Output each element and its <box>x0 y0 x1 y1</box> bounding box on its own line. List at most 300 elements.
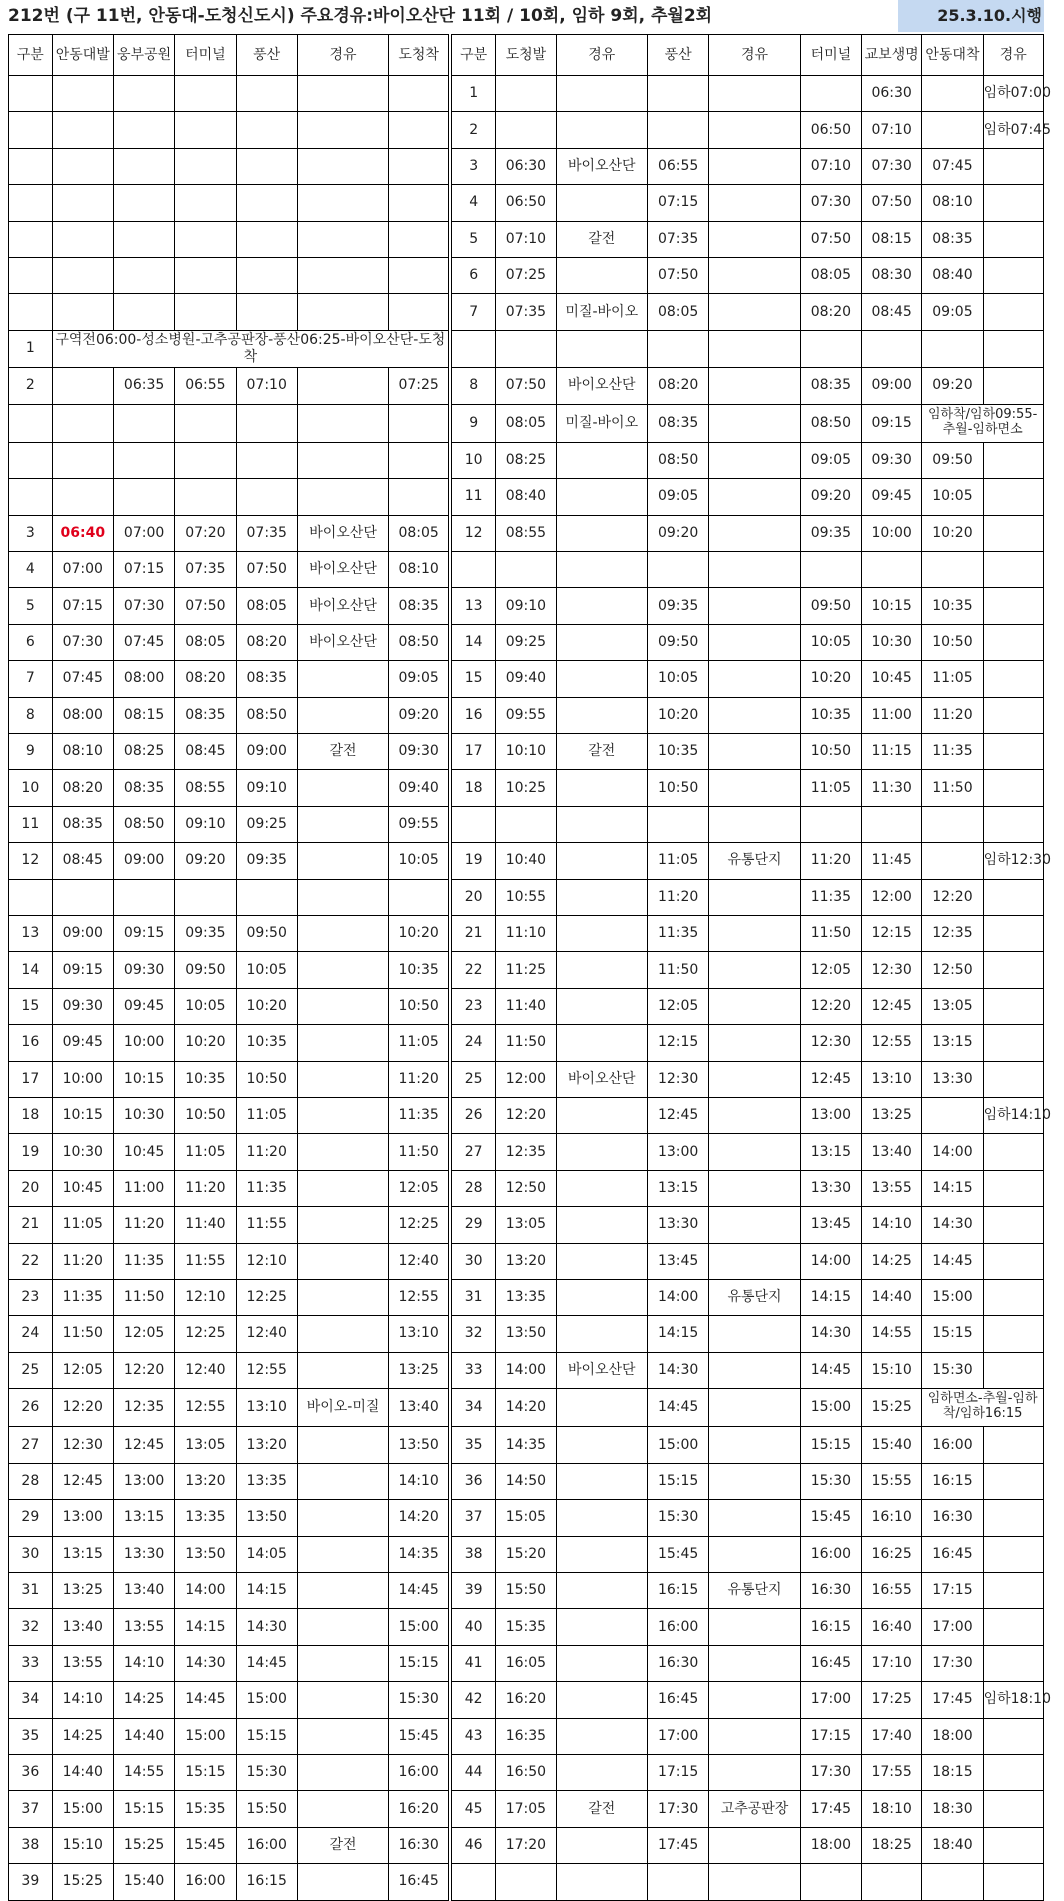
left-andong-univ-dep-cell <box>52 257 113 293</box>
right-via2-cell <box>709 221 800 257</box>
right-andong-univ-arr-cell: 17:30 <box>922 1645 983 1681</box>
left-ungbu-park-cell: 12:35 <box>113 1389 174 1427</box>
left-trip-no-cell <box>9 112 53 148</box>
left-ungbu-park-cell <box>113 442 174 478</box>
left-via-cell <box>297 1573 388 1609</box>
right-andong-univ-arr-cell: 11:50 <box>922 770 983 806</box>
left-pungsan-cell: 15:50 <box>236 1791 297 1827</box>
right-trip-no-cell: 39 <box>450 1573 496 1609</box>
right-via2-cell <box>709 330 800 367</box>
left-dochung-arr-cell: 10:20 <box>389 915 450 951</box>
left-terminal-cell: 13:35 <box>175 1500 236 1536</box>
left-via-cell <box>297 1427 388 1463</box>
left-trip-no-cell: 32 <box>9 1609 53 1645</box>
table-row <box>9 257 1044 293</box>
left-pungsan-cell: 10:20 <box>236 988 297 1024</box>
left-via-cell <box>297 1791 388 1827</box>
left-terminal-cell <box>175 221 236 257</box>
left-dochung-arr-cell: 09:55 <box>389 806 450 842</box>
right-pungsan-cell: 10:35 <box>647 734 708 770</box>
left-andong-univ-dep-cell: 15:10 <box>52 1827 113 1863</box>
table-row <box>9 588 1044 624</box>
right-via3-cell <box>983 1025 1043 1061</box>
left-trip-no-cell: 35 <box>9 1718 53 1754</box>
left-terminal-cell <box>175 257 236 293</box>
right-pungsan-cell: 12:05 <box>647 988 708 1024</box>
left-andong-univ-dep-cell: 06:40 <box>52 515 113 551</box>
left-via-cell: 바이오산단 <box>297 515 388 551</box>
right-kyobo-cell: 13:10 <box>862 1061 922 1097</box>
right-via2-cell <box>709 76 800 112</box>
right-kyobo-cell: 15:10 <box>862 1352 922 1388</box>
right-dochung-dep-cell: 10:40 <box>496 843 556 879</box>
left-ungbu-park-cell: 13:55 <box>113 1609 174 1645</box>
right-terminal-cell: 16:00 <box>800 1536 861 1572</box>
left-dochung-arr-cell: 14:20 <box>389 1500 450 1536</box>
right-pungsan-cell <box>647 1864 708 1900</box>
right-via2-cell <box>709 1389 800 1427</box>
right-via3-cell <box>983 515 1043 551</box>
left-terminal-cell <box>175 404 236 442</box>
left-andong-univ-dep-cell: 12:45 <box>52 1463 113 1499</box>
left-ungbu-park-cell: 11:35 <box>113 1243 174 1279</box>
left-trip-no-cell <box>9 76 53 112</box>
left-via-cell <box>297 1316 388 1352</box>
right-via3-cell <box>983 1536 1043 1572</box>
left-pungsan-cell <box>236 221 297 257</box>
table-row <box>9 1463 1044 1499</box>
right-via3-cell: 임하14:10 <box>983 1097 1043 1133</box>
right-via3-cell <box>983 1573 1043 1609</box>
right-via-cell <box>556 515 647 551</box>
right-via-cell: 바이오산단 <box>556 368 647 404</box>
right-via3-cell: 임하12:30 <box>983 843 1043 879</box>
right-via3-cell <box>983 734 1043 770</box>
left-pungsan-cell: 12:10 <box>236 1243 297 1279</box>
right-pungsan-cell: 10:50 <box>647 770 708 806</box>
right-via2-cell <box>709 661 800 697</box>
right-via2-cell <box>709 112 800 148</box>
right-via2-cell <box>709 185 800 221</box>
right-dochung-dep-cell: 10:55 <box>496 879 556 915</box>
right-via3-cell <box>983 915 1043 951</box>
left-andong-univ-dep-cell: 12:05 <box>52 1352 113 1388</box>
left-ungbu-park-cell: 10:00 <box>113 1025 174 1061</box>
left-dochung-arr-cell: 11:50 <box>389 1134 450 1170</box>
left-via-cell <box>297 479 388 515</box>
right-andong-univ-arr-cell <box>922 552 983 588</box>
right-terminal-cell: 11:35 <box>800 879 861 915</box>
left-via-cell <box>297 1609 388 1645</box>
left-dochung-arr-cell: 16:30 <box>389 1827 450 1863</box>
left-trip-no-cell: 17 <box>9 1061 53 1097</box>
left-dochung-arr-cell <box>389 257 450 293</box>
left-dochung-arr-cell: 10:50 <box>389 988 450 1024</box>
left-terminal-cell: 12:55 <box>175 1389 236 1427</box>
right-via2-cell <box>709 442 800 478</box>
right-trip-no-cell: 1 <box>450 76 496 112</box>
left-terminal-cell: 13:20 <box>175 1463 236 1499</box>
right-trip-no-cell: 14 <box>450 624 496 660</box>
right-via-cell <box>556 1025 647 1061</box>
right-via-cell <box>556 1754 647 1790</box>
left-via-cell <box>297 988 388 1024</box>
right-andong-univ-arr-cell: 18:40 <box>922 1827 983 1863</box>
right-andong-univ-arr-cell: 16:15 <box>922 1463 983 1499</box>
right-via3-cell <box>983 879 1043 915</box>
table-row <box>9 697 1044 733</box>
right-via2-cell <box>709 1718 800 1754</box>
right-via2-cell <box>709 368 800 404</box>
right-trip-no-cell: 13 <box>450 588 496 624</box>
right-via3-cell <box>983 1827 1043 1863</box>
left-terminal-cell: 08:05 <box>175 624 236 660</box>
right-pungsan-cell: 11:20 <box>647 879 708 915</box>
left-dochung-arr-cell <box>389 479 450 515</box>
right-andong-univ-arr-cell: 07:45 <box>922 148 983 184</box>
left-andong-univ-dep-cell <box>52 404 113 442</box>
right-via2-cell <box>709 1352 800 1388</box>
left-terminal-cell: 07:50 <box>175 588 236 624</box>
left-andong-univ-dep-cell: 08:35 <box>52 806 113 842</box>
right-kyobo-cell: 13:25 <box>862 1097 922 1133</box>
left-terminal-cell: 13:50 <box>175 1536 236 1572</box>
left-trip-no-cell: 31 <box>9 1573 53 1609</box>
left-via-cell <box>297 76 388 112</box>
right-trip-no-cell: 8 <box>450 368 496 404</box>
left-pungsan-cell <box>236 112 297 148</box>
right-dochung-dep-cell: 14:00 <box>496 1352 556 1388</box>
left-via-cell <box>297 1864 388 1900</box>
left-pungsan-cell: 12:40 <box>236 1316 297 1352</box>
left-ungbu-park-cell: 12:20 <box>113 1352 174 1388</box>
left-via-cell <box>297 1207 388 1243</box>
right-via3-cell <box>983 697 1043 733</box>
right-via2-cell <box>709 1463 800 1499</box>
right-terminal-cell: 09:50 <box>800 588 861 624</box>
right-dochung-dep-cell: 06:50 <box>496 185 556 221</box>
right-trip-no-cell: 45 <box>450 1791 496 1827</box>
header-right-terminal: 터미널 <box>800 35 861 76</box>
left-trip-no-cell: 25 <box>9 1352 53 1388</box>
left-ungbu-park-cell: 15:15 <box>113 1791 174 1827</box>
right-dochung-dep-cell: 17:05 <box>496 1791 556 1827</box>
header-left-trip-no: 구분 <box>9 35 53 76</box>
left-via-cell <box>297 952 388 988</box>
right-terminal-cell: 17:15 <box>800 1718 861 1754</box>
right-dochung-dep-cell <box>496 76 556 112</box>
right-via-cell <box>556 879 647 915</box>
left-ungbu-park-cell: 08:15 <box>113 697 174 733</box>
left-terminal-cell: 11:05 <box>175 1134 236 1170</box>
right-dochung-dep-cell: 14:20 <box>496 1389 556 1427</box>
right-via2-cell <box>709 1207 800 1243</box>
right-terminal-cell: 12:30 <box>800 1025 861 1061</box>
left-terminal-cell: 14:30 <box>175 1645 236 1681</box>
left-dochung-arr-cell <box>389 221 450 257</box>
table-row <box>9 806 1044 842</box>
left-trip-no-cell <box>9 148 53 184</box>
left-dochung-arr-cell <box>389 76 450 112</box>
right-via-cell <box>556 112 647 148</box>
left-andong-univ-dep-cell: 10:00 <box>52 1061 113 1097</box>
left-terminal-cell <box>175 442 236 478</box>
left-via-cell <box>297 1352 388 1388</box>
table-row <box>9 770 1044 806</box>
right-terminal-cell: 07:30 <box>800 185 861 221</box>
table-row <box>9 221 1044 257</box>
table-row <box>9 148 1044 184</box>
table-row <box>9 185 1044 221</box>
right-kyobo-cell: 17:55 <box>862 1754 922 1790</box>
right-terminal-cell <box>800 806 861 842</box>
right-trip-no-cell: 7 <box>450 294 496 330</box>
left-ungbu-park-cell: 09:30 <box>113 952 174 988</box>
left-pungsan-cell: 07:10 <box>236 368 297 404</box>
right-via2-cell <box>709 952 800 988</box>
left-dochung-arr-cell: 15:00 <box>389 1609 450 1645</box>
right-dochung-dep-cell: 17:20 <box>496 1827 556 1863</box>
left-terminal-cell: 15:35 <box>175 1791 236 1827</box>
table-row <box>9 1573 1044 1609</box>
right-via2-cell <box>709 148 800 184</box>
right-terminal-cell: 17:00 <box>800 1682 861 1718</box>
right-via2-cell <box>709 479 800 515</box>
right-via3-cell <box>983 1500 1043 1536</box>
right-pungsan-cell <box>647 806 708 842</box>
right-trip-no-cell: 34 <box>450 1389 496 1427</box>
left-andong-univ-dep-cell <box>52 879 113 915</box>
left-via-cell <box>297 1061 388 1097</box>
right-kyobo-cell: 14:10 <box>862 1207 922 1243</box>
left-dochung-arr-cell: 08:50 <box>389 624 450 660</box>
right-via-cell: 미질-바이오 <box>556 404 647 442</box>
right-andong-univ-arr-cell: 09:05 <box>922 294 983 330</box>
right-trip-no-cell: 12 <box>450 515 496 551</box>
left-pungsan-cell: 08:20 <box>236 624 297 660</box>
right-via2-cell <box>709 515 800 551</box>
right-kyobo-cell <box>862 1864 922 1900</box>
left-via-cell <box>297 843 388 879</box>
left-andong-univ-dep-cell: 09:30 <box>52 988 113 1024</box>
left-ungbu-park-cell: 14:10 <box>113 1645 174 1681</box>
right-terminal-cell <box>800 330 861 367</box>
right-andong-univ-arr-cell: 10:50 <box>922 624 983 660</box>
left-ungbu-park-cell: 13:00 <box>113 1463 174 1499</box>
right-andong-univ-arr-cell <box>922 806 983 842</box>
right-via-cell <box>556 76 647 112</box>
left-dochung-arr-cell <box>389 112 450 148</box>
right-andong-univ-arr-cell: 15:00 <box>922 1279 983 1315</box>
right-via-cell <box>556 442 647 478</box>
header-left-ungbu-park: 웅부공원 <box>113 35 174 76</box>
left-ungbu-park-cell <box>113 479 174 515</box>
left-terminal-cell <box>175 148 236 184</box>
left-terminal-cell: 08:55 <box>175 770 236 806</box>
left-dochung-arr-cell: 13:40 <box>389 1389 450 1427</box>
left-pungsan-cell: 16:15 <box>236 1864 297 1900</box>
right-via3-cell <box>983 661 1043 697</box>
left-trip-no-cell: 6 <box>9 624 53 660</box>
right-via3-cell <box>983 624 1043 660</box>
right-andong-univ-arr-cell: 13:05 <box>922 988 983 1024</box>
right-dochung-dep-cell: 09:10 <box>496 588 556 624</box>
left-via-cell <box>297 1754 388 1790</box>
left-andong-univ-dep-cell: 11:05 <box>52 1207 113 1243</box>
left-ungbu-park-cell <box>113 294 174 330</box>
right-via3-cell <box>983 1316 1043 1352</box>
left-trip-no-cell: 10 <box>9 770 53 806</box>
right-dochung-dep-cell: 07:50 <box>496 368 556 404</box>
left-andong-univ-dep-cell: 10:15 <box>52 1097 113 1133</box>
left-terminal-cell: 12:10 <box>175 1279 236 1315</box>
left-pungsan-cell <box>236 257 297 293</box>
right-kyobo-cell: 18:25 <box>862 1827 922 1863</box>
right-dochung-dep-cell: 14:35 <box>496 1427 556 1463</box>
right-pungsan-cell: 09:20 <box>647 515 708 551</box>
left-andong-univ-dep-cell: 10:45 <box>52 1170 113 1206</box>
left-ungbu-park-cell: 11:50 <box>113 1279 174 1315</box>
left-terminal-cell: 08:45 <box>175 734 236 770</box>
left-ungbu-park-cell: 06:35 <box>113 368 174 404</box>
left-dochung-arr-cell: 08:10 <box>389 552 450 588</box>
left-andong-univ-dep-cell: 13:00 <box>52 1500 113 1536</box>
table-row <box>9 294 1044 330</box>
left-dochung-arr-cell: 12:40 <box>389 1243 450 1279</box>
left-andong-univ-dep-cell: 09:00 <box>52 915 113 951</box>
left-dochung-arr-cell: 14:10 <box>389 1463 450 1499</box>
left-dochung-arr-cell: 11:20 <box>389 1061 450 1097</box>
right-pungsan-cell <box>647 552 708 588</box>
right-via3-cell <box>983 1134 1043 1170</box>
left-terminal-cell: 09:35 <box>175 915 236 951</box>
right-pungsan-cell: 17:00 <box>647 1718 708 1754</box>
left-via-cell: 바이오-미질 <box>297 1389 388 1427</box>
right-terminal-cell: 08:50 <box>800 404 861 442</box>
right-via3-cell: 임하18:10 <box>983 1682 1043 1718</box>
left-via-cell: 바이오산단 <box>297 588 388 624</box>
right-via3-cell <box>983 1207 1043 1243</box>
left-via-cell <box>297 1500 388 1536</box>
left-andong-univ-dep-cell: 07:00 <box>52 552 113 588</box>
right-via2-cell <box>709 1061 800 1097</box>
left-ungbu-park-cell: 15:40 <box>113 1864 174 1900</box>
right-trip-no-cell: 18 <box>450 770 496 806</box>
left-ungbu-park-cell: 14:25 <box>113 1682 174 1718</box>
right-via-cell <box>556 915 647 951</box>
right-trip-no-cell: 6 <box>450 257 496 293</box>
right-andong-univ-arr-cell: 17:00 <box>922 1609 983 1645</box>
left-trip-no-cell: 24 <box>9 1316 53 1352</box>
left-andong-univ-dep-cell: 15:25 <box>52 1864 113 1900</box>
left-trip-no-cell: 15 <box>9 988 53 1024</box>
right-kyobo-cell: 10:00 <box>862 515 922 551</box>
right-via2-cell <box>709 697 800 733</box>
right-dochung-dep-cell: 12:00 <box>496 1061 556 1097</box>
right-kyobo-cell: 16:40 <box>862 1609 922 1645</box>
left-terminal-cell: 13:05 <box>175 1427 236 1463</box>
right-via2-cell <box>709 624 800 660</box>
table-row <box>9 1061 1044 1097</box>
right-andong-univ-arr-cell: 17:45 <box>922 1682 983 1718</box>
left-pungsan-cell <box>236 442 297 478</box>
right-terminal-cell: 06:50 <box>800 112 861 148</box>
right-dochung-dep-cell: 09:55 <box>496 697 556 733</box>
left-andong-univ-dep-cell <box>52 112 113 148</box>
left-dochung-arr-cell: 16:45 <box>389 1864 450 1900</box>
right-pungsan-cell: 08:05 <box>647 294 708 330</box>
right-dochung-dep-cell: 07:35 <box>496 294 556 330</box>
left-ungbu-park-cell: 09:15 <box>113 915 174 951</box>
right-terminal-cell: 08:35 <box>800 368 861 404</box>
right-via2-cell <box>709 806 800 842</box>
left-trip-no: 1 <box>9 330 53 367</box>
right-via3-cell <box>983 588 1043 624</box>
right-dochung-dep-cell: 07:10 <box>496 221 556 257</box>
right-andong-univ-arr-cell: 18:00 <box>922 1718 983 1754</box>
right-via2-cell <box>709 1536 800 1572</box>
right-dochung-dep-cell: 08:40 <box>496 479 556 515</box>
left-ungbu-park-cell: 12:05 <box>113 1316 174 1352</box>
left-terminal-cell: 10:50 <box>175 1097 236 1133</box>
right-via-cell <box>556 697 647 733</box>
left-dochung-arr-cell: 13:25 <box>389 1352 450 1388</box>
left-andong-univ-dep-cell: 15:00 <box>52 1791 113 1827</box>
left-ungbu-park-cell: 14:55 <box>113 1754 174 1790</box>
left-andong-univ-dep-cell: 08:45 <box>52 843 113 879</box>
left-pungsan-cell: 09:25 <box>236 806 297 842</box>
right-via2-cell <box>709 1025 800 1061</box>
right-terminal-cell <box>800 76 861 112</box>
right-dochung-dep-cell: 11:10 <box>496 915 556 951</box>
left-via-cell <box>297 661 388 697</box>
right-dochung-dep-cell: 12:35 <box>496 1134 556 1170</box>
right-kyobo-cell: 09:00 <box>862 368 922 404</box>
left-via-cell <box>297 697 388 733</box>
left-ungbu-park-cell: 09:00 <box>113 843 174 879</box>
right-pungsan-cell <box>647 330 708 367</box>
left-trip-no-cell: 22 <box>9 1243 53 1279</box>
right-terminal-cell: 17:45 <box>800 1791 861 1827</box>
right-terminal-cell: 08:20 <box>800 294 861 330</box>
left-pungsan-cell: 10:50 <box>236 1061 297 1097</box>
right-kyobo-cell: 18:10 <box>862 1791 922 1827</box>
left-ungbu-park-cell <box>113 185 174 221</box>
left-pungsan-cell <box>236 404 297 442</box>
right-kyobo-cell: 07:30 <box>862 148 922 184</box>
left-via-cell <box>297 294 388 330</box>
left-trip-no-cell <box>9 479 53 515</box>
left-trip-no-cell: 12 <box>9 843 53 879</box>
right-terminal-cell: 13:45 <box>800 1207 861 1243</box>
right-kyobo-cell: 17:25 <box>862 1682 922 1718</box>
left-andong-univ-dep-cell: 10:30 <box>52 1134 113 1170</box>
left-ungbu-park-cell <box>113 257 174 293</box>
right-via2-cell <box>709 1682 800 1718</box>
right-pungsan-cell: 07:35 <box>647 221 708 257</box>
left-ungbu-park-cell: 10:30 <box>113 1097 174 1133</box>
left-trip-no-cell: 28 <box>9 1463 53 1499</box>
left-via-cell: 바이오산단 <box>297 552 388 588</box>
right-via-cell <box>556 1827 647 1863</box>
right-pungsan-cell: 08:20 <box>647 368 708 404</box>
right-trip-no-cell: 16 <box>450 697 496 733</box>
right-terminal-cell: 16:45 <box>800 1645 861 1681</box>
right-via-cell <box>556 843 647 879</box>
right-trip-no-cell: 24 <box>450 1025 496 1061</box>
right-via2-cell <box>709 915 800 951</box>
left-andong-univ-dep-cell: 12:30 <box>52 1427 113 1463</box>
